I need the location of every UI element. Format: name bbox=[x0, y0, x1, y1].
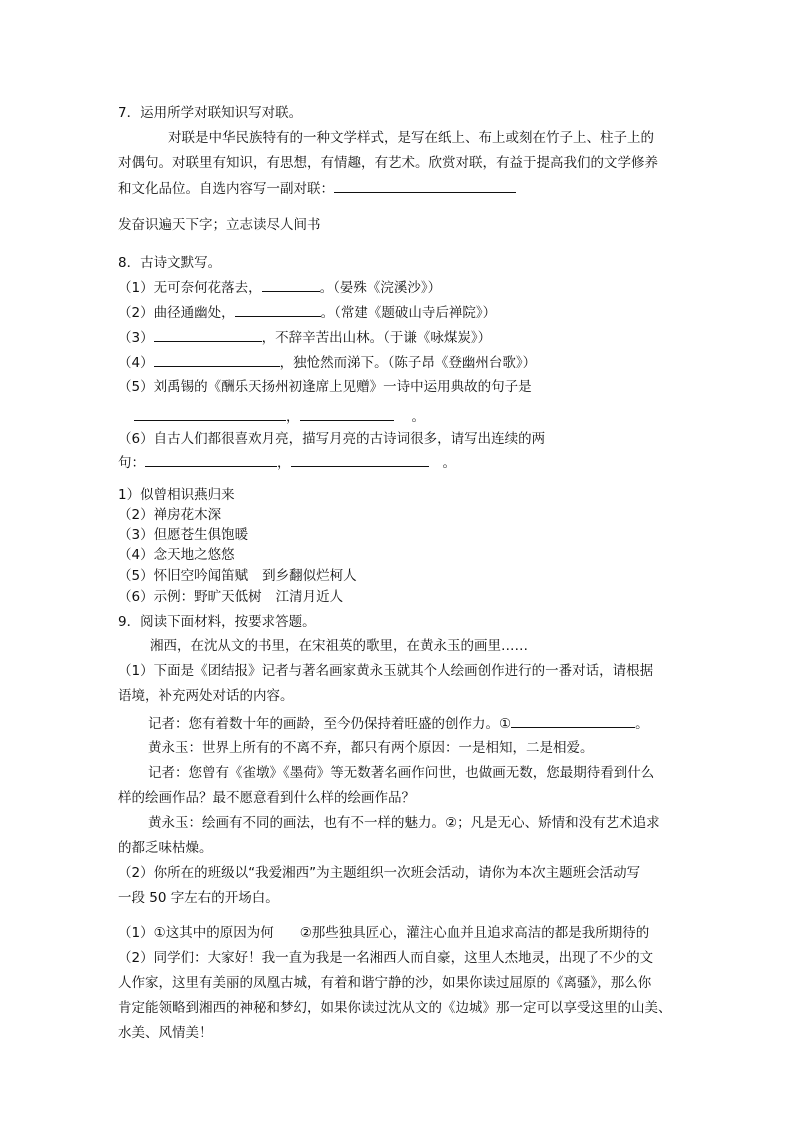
q8-item-6-line-1: （6）自古人们都很喜欢月亮，描写月亮的古诗词很多，请写出连续的两 bbox=[118, 431, 546, 447]
q7-title: 7．运用所学对联知识写对联。 bbox=[118, 105, 303, 121]
q9-dialogue-2: 黄永玉：世界上所有的不离不弃，都只有两个原因：一是相知，二是相爱。 bbox=[148, 740, 594, 756]
q8-item-1-pre: （1）无可奈何花落去， bbox=[118, 280, 262, 296]
q7-paragraph-line-2: 对偶句。对联里有知识，有思想，有情趣，有艺术。欣赏对联，有益于提高我们的文学修养 bbox=[118, 155, 658, 171]
q8-item-2-post: 。（常建《题破山寺后禅院》） bbox=[320, 305, 497, 321]
q8-item-3-blank bbox=[154, 327, 262, 342]
q8-item-2 bbox=[118, 302, 496, 323]
q8-item-4 bbox=[118, 352, 536, 373]
q9-dialogue-1-text: 记者：您有着数十年的画龄，至今仍保持着旺盛的创作力。① bbox=[148, 716, 512, 732]
q7-paragraph-text: 和文化品位。自选内容写一副对联： bbox=[118, 181, 334, 197]
q8-answer-3: （3）但愿苍生俱饱暖 bbox=[118, 527, 249, 543]
q8-item-6-sep: ， bbox=[277, 455, 291, 471]
q8-item-5: （5）刘禹锡的《酬乐天扬州初逢席上见赠》一诗中运用典故的句子是 bbox=[118, 379, 532, 395]
q9-dialogue-3-line-2: 样的绘画作品？最不愿意看到什么样的绘画作品？ bbox=[118, 790, 415, 806]
q9-dialogue-1-end: 。 bbox=[635, 716, 649, 732]
q7-answer: 发奋识遍天下字；立志读尽人间书 bbox=[118, 217, 321, 233]
q9-answer-2-line-4: 水美、风情美！ bbox=[118, 1025, 213, 1041]
q8-answer-5 bbox=[118, 566, 357, 586]
q8-item-5-blank-1 bbox=[134, 406, 286, 421]
q9-answer-2-line-3: 肯定能领略到湘西的神秘和梦幻，如果你读过沈从文的《边城》那一定可以享受这里的山美、 bbox=[118, 1000, 672, 1016]
q8-item-4-pre: （4） bbox=[118, 355, 154, 371]
q8-answer-2: （2）禅房花木深 bbox=[118, 507, 222, 523]
q9-sub2-line-2: 一段 50 字左右的开场白。 bbox=[118, 890, 279, 906]
q8-item-6-blank-2 bbox=[291, 452, 429, 467]
q9-answer-1 bbox=[118, 923, 649, 943]
q8-item-3-post: ，不辞辛苦出山林。（于谦《咏煤炭》） bbox=[261, 330, 492, 346]
q8-item-2-pre: （2）曲径通幽处， bbox=[118, 305, 235, 321]
q9-answer-2-line-2: 人作家，这里有美丽的凤凰古城，有着和谐宁静的沙，如果你读过屈原的《离骚》，那么你 bbox=[118, 975, 652, 991]
q8-item-5-end: 。 bbox=[411, 409, 425, 425]
q8-item-5-sep: ， bbox=[286, 409, 300, 425]
q9-dialogue-3-line-1: 记者：您曾有《雀墩》《墨荷》等无数著名画作问世，也做画无数，您最期待看到什么 bbox=[148, 765, 655, 781]
q8-item-6-line-2 bbox=[118, 452, 456, 473]
q8-answer-5b: 到乡翻似烂柯人 bbox=[262, 568, 357, 584]
q8-answer-4: （4）念天地之悠悠 bbox=[118, 547, 235, 563]
q8-answer-5a: （5）怀旧空吟闻笛赋 bbox=[118, 568, 249, 584]
q9-sub2-line-1: （2）你所在的班级以“我爱湘西”为主题组织一次班会活动，请你为本次主题班会活动写 bbox=[118, 865, 641, 881]
q8-item-3 bbox=[118, 327, 491, 348]
q8-item-4-post: ，独怆然而涕下。（陈子昂《登幽州台歌》） bbox=[279, 355, 537, 371]
q8-item-2-blank bbox=[235, 302, 321, 317]
q9-answer-1a: （1）①这其中的原因为何 bbox=[118, 925, 274, 941]
q8-answer-6b: 江清月近人 bbox=[275, 589, 344, 605]
q8-item-6-end: 。 bbox=[442, 455, 456, 471]
q9-answer-1b: ②那些独具匠心，灌注心血并且追求高洁的都是我所期待的 bbox=[299, 925, 650, 941]
q9-title: 9．阅读下面材料，按要求答题。 bbox=[118, 614, 316, 630]
q8-item-1 bbox=[118, 277, 441, 298]
q8-item-4-blank bbox=[154, 352, 280, 367]
q9-dialogue-4-line-2: 的都乏味枯燥。 bbox=[118, 840, 213, 856]
q8-item-1-post: 。（晏殊《浣溪沙》） bbox=[319, 280, 442, 296]
q9-intro: 湘西，在沈从文的书里，在宋祖英的歌里，在黄永玉的画里…… bbox=[150, 638, 528, 654]
q8-item-5-blanks bbox=[134, 406, 425, 427]
q7-paragraph-line-1: 对联是中华民族特有的一种文学样式，是写在纸上、布上或刻在竹子上、柱子上的 bbox=[168, 130, 654, 146]
q8-item-3-pre: （3） bbox=[118, 330, 154, 346]
q8-answer-6 bbox=[118, 587, 343, 607]
q8-title: 8．古诗文默写。 bbox=[118, 255, 222, 271]
q9-dialogue-1 bbox=[148, 713, 649, 734]
q8-answer-1: 1）似曾相识燕归来 bbox=[118, 487, 235, 503]
q8-item-5-blank-2 bbox=[300, 406, 394, 421]
q8-item-6-pre: 句： bbox=[118, 455, 145, 471]
q7-answer-blank bbox=[334, 178, 516, 193]
q9-dialogue-4-line-1: 黄永玉：绘画有不同的画法，也有不一样的魅力。②；凡是无心、矫情和没有艺术追求 bbox=[148, 815, 660, 831]
q9-answer-2-line-1: （2）同学们：大家好！我一直为我是一名湘西人而自豪，这里人杰地灵，出现了不少的文 bbox=[118, 950, 654, 966]
q8-answer-6a: （6）示例：野旷天低树 bbox=[118, 589, 262, 605]
q7-paragraph-line-3 bbox=[118, 178, 516, 199]
q9-dialogue-1-blank bbox=[511, 713, 635, 728]
q8-item-6-blank-1 bbox=[145, 452, 277, 467]
q9-sub1-line-1: （1）下面是《团结报》记者与著名画家黄永玉就其个人绘画创作进行的一番对话，请根据 bbox=[118, 663, 654, 679]
q9-sub1-line-2: 语境，补充两处对话的内容。 bbox=[118, 688, 294, 704]
q8-item-1-blank bbox=[262, 277, 320, 292]
